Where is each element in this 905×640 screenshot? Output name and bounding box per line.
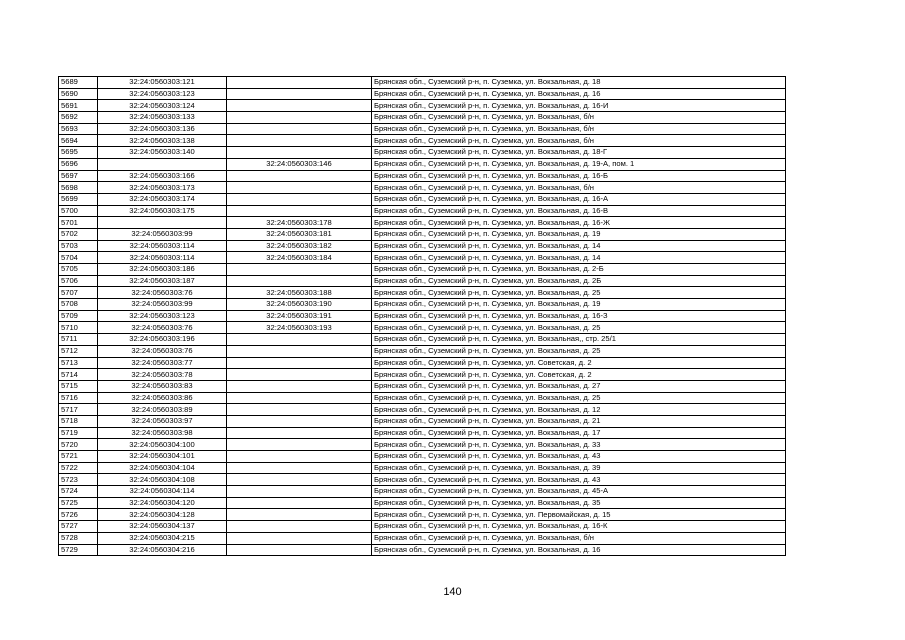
related-cadastral-number-cell: 32:24:0560303:182 <box>227 240 372 252</box>
cadastral-number-cell: 32:24:0560303:133 <box>98 112 227 124</box>
row-number-cell: 5709 <box>59 310 98 322</box>
address-cell: Брянская обл., Суземский р-н, п. Суземка, ул. Вокзальная, б/н <box>372 532 786 544</box>
table-row <box>59 427 786 439</box>
cadastral-number-cell: 32:24:0560303:77 <box>98 357 227 369</box>
row-number-cell: 5701 <box>59 217 98 229</box>
row-number-cell: 5720 <box>59 439 98 451</box>
related-cadastral-number-cell <box>227 345 372 357</box>
table-row <box>59 228 786 240</box>
table-row <box>59 404 786 416</box>
address-cell: Брянская обл., Суземский р-н, п. Суземка, ул. Вокзальная, д. 43 <box>372 451 786 463</box>
table-row <box>59 158 786 170</box>
row-number-cell: 5715 <box>59 380 98 392</box>
address-cell: Брянская обл., Суземский р-н, п. Суземка, ул. Вокзальная, д. 16-В <box>372 205 786 217</box>
address-cell: Брянская обл., Суземский р-н, п. Суземка, ул. Вокзальная, д. 16 <box>372 88 786 100</box>
row-number-cell: 5721 <box>59 451 98 463</box>
related-cadastral-number-cell: 32:24:0560303:181 <box>227 228 372 240</box>
table-row <box>59 123 786 135</box>
related-cadastral-number-cell <box>227 451 372 463</box>
cadastral-number-cell: 32:24:0560303:166 <box>98 170 227 182</box>
table-row <box>59 135 786 147</box>
address-cell: Брянская обл., Суземский р-н, п. Суземка, ул. Вокзальная, д. 16-З <box>372 310 786 322</box>
cadastral-number-cell: 32:24:0560303:123 <box>98 310 227 322</box>
cadastral-number-cell: 32:24:0560303:99 <box>98 228 227 240</box>
table-row <box>59 275 786 287</box>
table-row <box>59 205 786 217</box>
address-cell: Брянская обл., Суземский р-н, п. Суземка, ул. Вокзальная, д. 25 <box>372 392 786 404</box>
address-cell: Брянская обл., Суземский р-н, п. Суземка, ул. Вокзальная, д. 16-Б <box>372 170 786 182</box>
table-row <box>59 217 786 229</box>
cadastral-number-cell: 32:24:0560303:98 <box>98 427 227 439</box>
address-cell: Брянская обл., Суземский р-н, п. Суземка, ул. Вокзальная, д. 33 <box>372 439 786 451</box>
address-cell: Брянская обл., Суземский р-н, п. Суземка, ул. Вокзальная, д. 18-Г <box>372 147 786 159</box>
row-number-cell: 5692 <box>59 112 98 124</box>
cadastral-number-cell: 32:24:0560303:123 <box>98 88 227 100</box>
related-cadastral-number-cell: 32:24:0560303:184 <box>227 252 372 264</box>
cadastral-number-cell: 32:24:0560303:121 <box>98 77 227 89</box>
table-row <box>59 100 786 112</box>
table-row <box>59 287 786 299</box>
row-number-cell: 5725 <box>59 497 98 509</box>
row-number-cell: 5708 <box>59 299 98 311</box>
related-cadastral-number-cell <box>227 369 372 381</box>
address-cell: Брянская обл., Суземский р-н, п. Суземка, ул. Вокзальная, б/н <box>372 182 786 194</box>
table-row <box>59 310 786 322</box>
cadastral-number-cell: 32:24:0560303:97 <box>98 415 227 427</box>
cadastral-number-cell: 32:24:0560304:216 <box>98 544 227 556</box>
row-number-cell: 5719 <box>59 427 98 439</box>
address-cell: Брянская обл., Суземский р-н, п. Суземка, ул. Советская, д. 2 <box>372 357 786 369</box>
related-cadastral-number-cell <box>227 334 372 346</box>
related-cadastral-number-cell <box>227 77 372 89</box>
row-number-cell: 5699 <box>59 193 98 205</box>
related-cadastral-number-cell <box>227 427 372 439</box>
row-number-cell: 5714 <box>59 369 98 381</box>
related-cadastral-number-cell: 32:24:0560303:193 <box>227 322 372 334</box>
table-row <box>59 147 786 159</box>
address-cell: Брянская обл., Суземский р-н, п. Суземка, ул. Советская, д. 2 <box>372 369 786 381</box>
table-row <box>59 77 786 89</box>
row-number-cell: 5705 <box>59 264 98 276</box>
address-cell: Брянская обл., Суземский р-н, п. Суземка, ул. Вокзальная, д. 25 <box>372 322 786 334</box>
cadastral-number-cell <box>98 158 227 170</box>
related-cadastral-number-cell: 32:24:0560303:146 <box>227 158 372 170</box>
row-number-cell: 5710 <box>59 322 98 334</box>
page-number: 140 <box>443 586 462 598</box>
table-row <box>59 264 786 276</box>
cadastral-number-cell: 32:24:0560304:104 <box>98 462 227 474</box>
address-cell: Брянская обл., Суземский р-н, п. Суземка, ул. Вокзальная, д. 39 <box>372 462 786 474</box>
address-cell: Брянская обл., Суземский р-н, п. Суземка, ул. Вокзальная, д. 18 <box>372 77 786 89</box>
row-number-cell: 5711 <box>59 334 98 346</box>
row-number-cell: 5728 <box>59 532 98 544</box>
cadastral-number-cell: 32:24:0560303:99 <box>98 299 227 311</box>
table-row <box>59 439 786 451</box>
cadastral-number-cell: 32:24:0560303:173 <box>98 182 227 194</box>
row-number-cell: 5693 <box>59 123 98 135</box>
related-cadastral-number-cell <box>227 193 372 205</box>
cadastral-number-cell: 32:24:0560303:89 <box>98 404 227 416</box>
related-cadastral-number-cell <box>227 404 372 416</box>
table-row <box>59 334 786 346</box>
address-cell: Брянская обл., Суземский р-н, п. Суземка, ул. Вокзальная, д. 14 <box>372 240 786 252</box>
table-row <box>59 486 786 498</box>
related-cadastral-number-cell <box>227 415 372 427</box>
row-number-cell: 5723 <box>59 474 98 486</box>
address-cell: Брянская обл., Суземский р-н, п. Суземка, ул. Вокзальная, д. 16-Ж <box>372 217 786 229</box>
table-row <box>59 474 786 486</box>
address-cell: Брянская обл., Суземский р-н, п. Суземка, ул. Вокзальная, д. 14 <box>372 252 786 264</box>
cadastral-number-cell: 32:24:0560303:76 <box>98 287 227 299</box>
address-cell: Брянская обл., Суземский р-н, п. Суземка, ул. Вокзальная,, стр. 25/1 <box>372 334 786 346</box>
address-cell: Брянская обл., Суземский р-н, п. Суземка, ул. Вокзальная, д. 2-Б <box>372 264 786 276</box>
cadastral-number-cell: 32:24:0560303:136 <box>98 123 227 135</box>
cadastral-number-cell: 32:24:0560303:196 <box>98 334 227 346</box>
address-cell: Брянская обл., Суземский р-н, п. Суземка, ул. Вокзальная, д. 27 <box>372 380 786 392</box>
row-number-cell: 5691 <box>59 100 98 112</box>
row-number-cell: 5729 <box>59 544 98 556</box>
address-cell: Брянская обл., Суземский р-н, п. Суземка, ул. Вокзальная, д. 45-А <box>372 486 786 498</box>
table-row <box>59 252 786 264</box>
related-cadastral-number-cell <box>227 170 372 182</box>
table-row <box>59 451 786 463</box>
cadastral-number-cell: 32:24:0560303:78 <box>98 369 227 381</box>
table-row <box>59 521 786 533</box>
table-row <box>59 112 786 124</box>
related-cadastral-number-cell: 32:24:0560303:178 <box>227 217 372 229</box>
row-number-cell: 5696 <box>59 158 98 170</box>
related-cadastral-number-cell <box>227 135 372 147</box>
cadastral-number-cell: 32:24:0560303:186 <box>98 264 227 276</box>
cadastral-number-cell: 32:24:0560303:83 <box>98 380 227 392</box>
cadastral-number-cell: 32:24:0560304:120 <box>98 497 227 509</box>
registry-table-body <box>59 77 786 556</box>
address-cell: Брянская обл., Суземский р-н, п. Суземка, ул. Вокзальная, б/н <box>372 135 786 147</box>
cadastral-number-cell: 32:24:0560304:100 <box>98 439 227 451</box>
related-cadastral-number-cell <box>227 112 372 124</box>
cadastral-number-cell: 32:24:0560303:86 <box>98 392 227 404</box>
related-cadastral-number-cell <box>227 439 372 451</box>
address-cell: Брянская обл., Суземский р-н, п. Суземка, ул. Вокзальная, д. 21 <box>372 415 786 427</box>
address-cell: Брянская обл., Суземский р-н, п. Суземка, ул. Вокзальная, б/н <box>372 123 786 135</box>
cadastral-number-cell <box>98 217 227 229</box>
row-number-cell: 5717 <box>59 404 98 416</box>
row-number-cell: 5716 <box>59 392 98 404</box>
related-cadastral-number-cell <box>227 100 372 112</box>
related-cadastral-number-cell <box>227 521 372 533</box>
table-row <box>59 170 786 182</box>
cadastral-number-cell: 32:24:0560303:140 <box>98 147 227 159</box>
table-row <box>59 88 786 100</box>
row-number-cell: 5727 <box>59 521 98 533</box>
cadastral-number-cell: 32:24:0560303:76 <box>98 322 227 334</box>
related-cadastral-number-cell <box>227 474 372 486</box>
address-cell: Брянская обл., Суземский р-н, п. Суземка, ул. Вокзальная, д. 16-И <box>372 100 786 112</box>
address-cell: Брянская обл., Суземский р-н, п. Суземка, ул. Вокзальная, д. 35 <box>372 497 786 509</box>
address-cell: Брянская обл., Суземский р-н, п. Суземка, ул. Вокзальная, д. 16 <box>372 544 786 556</box>
table-row <box>59 182 786 194</box>
row-number-cell: 5718 <box>59 415 98 427</box>
address-cell: Брянская обл., Суземский р-н, п. Суземка, ул. Вокзальная, б/н <box>372 112 786 124</box>
related-cadastral-number-cell: 32:24:0560303:190 <box>227 299 372 311</box>
table-row <box>59 240 786 252</box>
address-cell: Брянская обл., Суземский р-н, п. Суземка, ул. Вокзальная, д. 25 <box>372 287 786 299</box>
cadastral-number-cell: 32:24:0560304:114 <box>98 486 227 498</box>
address-cell: Брянская обл., Суземский р-н, п. Суземка, ул. Вокзальная, д. 12 <box>372 404 786 416</box>
related-cadastral-number-cell <box>227 509 372 521</box>
row-number-cell: 5695 <box>59 147 98 159</box>
cadastral-number-cell: 32:24:0560303:174 <box>98 193 227 205</box>
table-row <box>59 299 786 311</box>
related-cadastral-number-cell <box>227 275 372 287</box>
table-row <box>59 392 786 404</box>
row-number-cell: 5706 <box>59 275 98 287</box>
row-number-cell: 5697 <box>59 170 98 182</box>
row-number-cell: 5726 <box>59 509 98 521</box>
related-cadastral-number-cell <box>227 532 372 544</box>
table-row <box>59 345 786 357</box>
address-cell: Брянская обл., Суземский р-н, п. Суземка, ул. Вокзальная, д. 2Б <box>372 275 786 287</box>
table-row <box>59 497 786 509</box>
table-row <box>59 509 786 521</box>
related-cadastral-number-cell: 32:24:0560303:191 <box>227 310 372 322</box>
table-row <box>59 544 786 556</box>
row-number-cell: 5700 <box>59 205 98 217</box>
row-number-cell: 5724 <box>59 486 98 498</box>
related-cadastral-number-cell <box>227 357 372 369</box>
row-number-cell: 5712 <box>59 345 98 357</box>
cadastral-number-cell: 32:24:0560303:114 <box>98 252 227 264</box>
related-cadastral-number-cell <box>227 205 372 217</box>
related-cadastral-number-cell <box>227 123 372 135</box>
row-number-cell: 5722 <box>59 462 98 474</box>
cadastral-number-cell: 32:24:0560303:187 <box>98 275 227 287</box>
cadastral-number-cell: 32:24:0560304:128 <box>98 509 227 521</box>
row-number-cell: 5703 <box>59 240 98 252</box>
table-row <box>59 322 786 334</box>
cadastral-number-cell: 32:24:0560304:108 <box>98 474 227 486</box>
row-number-cell: 5698 <box>59 182 98 194</box>
table-row <box>59 380 786 392</box>
related-cadastral-number-cell <box>227 486 372 498</box>
cadastral-number-cell: 32:24:0560303:124 <box>98 100 227 112</box>
cadastral-number-cell: 32:24:0560303:175 <box>98 205 227 217</box>
cadastral-number-cell: 32:24:0560304:101 <box>98 451 227 463</box>
table-row <box>59 462 786 474</box>
address-cell: Брянская обл., Суземский р-н, п. Суземка, ул. Вокзальная, д. 25 <box>372 345 786 357</box>
row-number-cell: 5694 <box>59 135 98 147</box>
cadastral-number-cell: 32:24:0560304:137 <box>98 521 227 533</box>
row-number-cell: 5713 <box>59 357 98 369</box>
related-cadastral-number-cell <box>227 88 372 100</box>
cadastral-number-cell: 32:24:0560303:76 <box>98 345 227 357</box>
address-cell: Брянская обл., Суземский р-н, п. Суземка, ул. Вокзальная, д. 16-К <box>372 521 786 533</box>
row-number-cell: 5707 <box>59 287 98 299</box>
table-row <box>59 369 786 381</box>
cadastral-number-cell: 32:24:0560304:215 <box>98 532 227 544</box>
row-number-cell: 5702 <box>59 228 98 240</box>
table-row <box>59 532 786 544</box>
address-cell: Брянская обл., Суземский р-н, п. Суземка, ул. Первомайская, д. 15 <box>372 509 786 521</box>
related-cadastral-number-cell <box>227 497 372 509</box>
cadastral-number-cell: 32:24:0560303:138 <box>98 135 227 147</box>
address-cell: Брянская обл., Суземский р-н, п. Суземка, ул. Вокзальная, д. 19-А, пом. 1 <box>372 158 786 170</box>
related-cadastral-number-cell: 32:24:0560303:188 <box>227 287 372 299</box>
cadastral-number-cell: 32:24:0560303:114 <box>98 240 227 252</box>
row-number-cell: 5689 <box>59 77 98 89</box>
address-cell: Брянская обл., Суземский р-н, п. Суземка, ул. Вокзальная, д. 16-А <box>372 193 786 205</box>
related-cadastral-number-cell <box>227 544 372 556</box>
address-cell: Брянская обл., Суземский р-н, п. Суземка, ул. Вокзальная, д. 43 <box>372 474 786 486</box>
table-row <box>59 357 786 369</box>
table-row <box>59 193 786 205</box>
related-cadastral-number-cell <box>227 147 372 159</box>
row-number-cell: 5704 <box>59 252 98 264</box>
related-cadastral-number-cell <box>227 380 372 392</box>
row-number-cell: 5690 <box>59 88 98 100</box>
related-cadastral-number-cell <box>227 462 372 474</box>
registry-table <box>58 76 786 556</box>
address-cell: Брянская обл., Суземский р-н, п. Суземка, ул. Вокзальная, д. 17 <box>372 427 786 439</box>
address-cell: Брянская обл., Суземский р-н, п. Суземка, ул. Вокзальная, д. 19 <box>372 299 786 311</box>
related-cadastral-number-cell <box>227 182 372 194</box>
related-cadastral-number-cell <box>227 392 372 404</box>
address-cell: Брянская обл., Суземский р-н, п. Суземка, ул. Вокзальная, д. 19 <box>372 228 786 240</box>
table-row <box>59 415 786 427</box>
related-cadastral-number-cell <box>227 264 372 276</box>
